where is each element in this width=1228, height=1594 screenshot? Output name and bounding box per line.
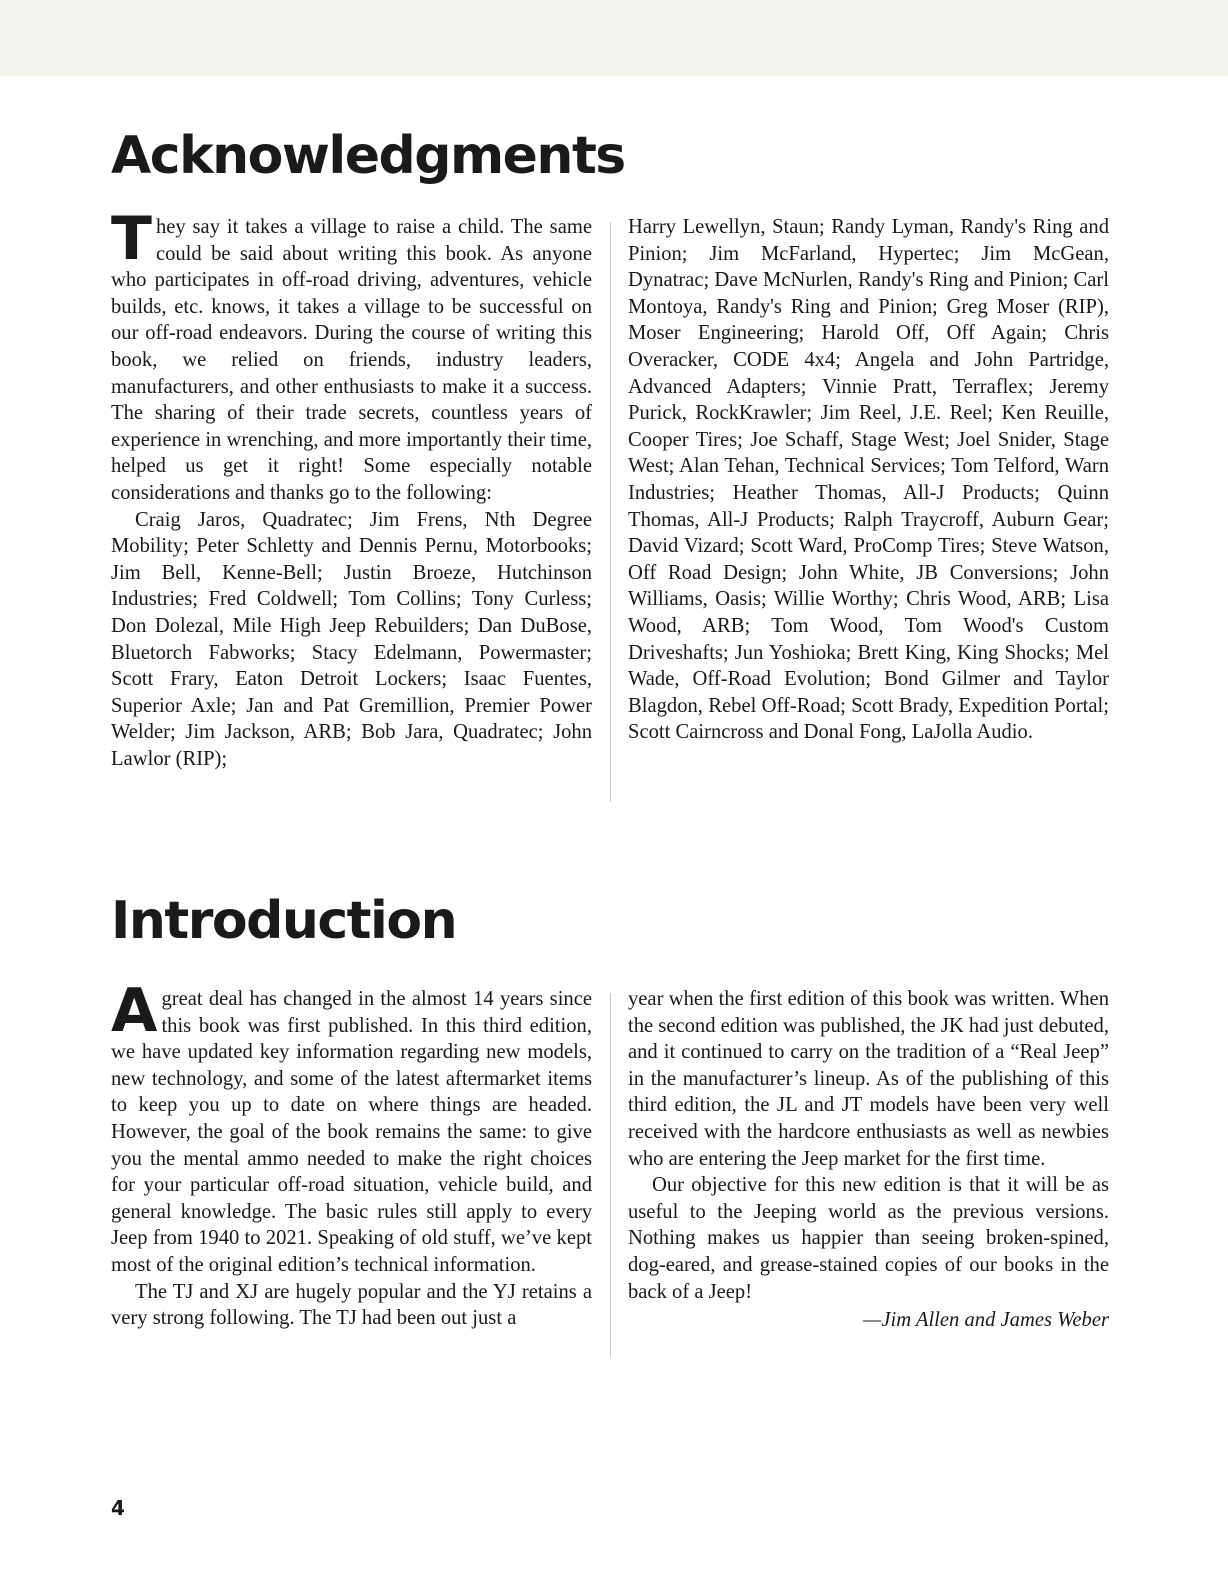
page-number: 4 <box>111 1496 125 1520</box>
introduction-right-column <box>628 986 1109 1334</box>
acknowledgments-names-continued: Harry Lewellyn, Staun; Randy Lyman, Randy's Ring and Pinion; Jim McFarland, Hypertec; Jim McGean, Dynatrac; Dave McNurlen, Randy's Ring and Pinion; Carl Montoya, Randy's Ring and Pinion; Greg Moser (RIP), Moser Engineering; Harold Off, Off Again; Chris Overacker, CODE 4x4; Angela and John Partridge, Advanced Adapters; Vinnie Pratt, Terraflex; Jeremy Purick, RockKrawler; Jim Reel, J.E. Reel; Ken Reuille, Cooper Tires; Joe Schaff, Stage West; Joel Snider, Stage West; Alan Tehan, Technical Services; Tom Telford, Warn Industries; Heather Thomas, All-J Products; Quinn Thomas, All-J Products; Ralph Traycroff, Auburn Gear; David Vizard; Scott Ward, ProComp Tires; Steve Watson, Off Road Design; John White, JB Conversions; John Williams, Oasis; Willie Worthy; Chris Wood, ARB; Lisa Wood, ARB; Tom Wood, Tom Wood's Custom Driveshafts; Jun Yoshioka; Brett King, King Shocks; Mel Wade, Off-Road Evolution; Bond Gilmer and Taylor Blagdon, Rebel Off-Road; Scott Brady, Expedition Portal; Scott Cairncross and Donal Fong, LaJolla Audio. <box>628 216 1109 744</box>
introduction-heading: Introduction <box>111 891 457 951</box>
column-divider <box>610 222 611 802</box>
acknowledgments-names-paragraph: Craig Jaros, Quadratec; Jim Frens, Nth Degree Mobility; Peter Schletty and Dennis Pernu, Motorbooks; Jim Bell, Kenne-Bell; Justin Broeze, Hutchinson Industries; Fred Coldwell; Tom Collins; Tony Curless; Don Dolezal, Mile High Jeep Rebuilders; Dan DuBose, Bluetorch Fabworks; Stacy Edelmann, Powermaster; Scott Frary, Eaton Detroit Lockers; Isaac Fuentes, Superior Axle; Jan and Pat Gremillion, Premier Power Welder; Jim Jackson, ARB; Bob Jara, Quadratec; John Lawlor (RIP); <box>111 508 592 770</box>
author-signature: —Jim Allen and James Weber <box>863 1309 1109 1332</box>
acknowledgments-right-column <box>628 214 1109 746</box>
introduction-paragraph-3: year when the first edition of this book was written. When the second edition was published, the JK had just debuted, and it continued to carry on the tradition of a “Real Jeep” in the manufacturer’s lineup. As of the publishing of this third edition, the JL and JT models have been very well received with the hardcore enthusiasts as well as newbies who are entering the Jeep market for the first time. <box>628 988 1110 1170</box>
introduction-paragraph: Agreat deal has changed in the almost 14 years since this book was first published. In this third edition, we have updated key information regarding new models, new technology, and some of the latest aftermarket items to keep you up to date on where things are headed. However, the goal of the book remains the same: to give you the mental ammo needed to make the right choices for your particular off-road situation, vehicle build, and general knowledge. The basic rules still apply to every Jeep from 1940 to 2021. Speaking of old stuff, we’ve kept most of the original edition’s technical information. <box>111 976 592 1276</box>
introduction-paragraph-4: Our objective for this new edition is that it will be as useful to the Jeeping world as the previous versions. Nothing makes us happier than seeing broken-spined, dog-eared, and grease-stained copies of our books in the back of a Jeep! <box>628 1174 1109 1303</box>
page-header-band <box>0 0 1228 76</box>
drop-cap: A <box>111 976 158 1046</box>
drop-cap: T <box>111 204 152 274</box>
acknowledgments-left-column <box>111 204 592 772</box>
acknowledgments-paragraph: They say it takes a village to raise a child. The same could be said about writing this book. As anyone who participates in off-road driving, adventures, vehicle builds, etc. knows, it takes a village to be successful on our off-road endeavors. During the course of writing this book, we relied on friends, industry leaders, manufacturers, and other enthusiasts to make it a success. The sharing of their trade secrets, countless years of experience in wrenching, and more importantly their time, helped us get it right! Some especially notable considerations and thanks go to the following: <box>111 204 592 504</box>
introduction-paragraph-2: The TJ and XJ are hugely popular and the YJ retains a very strong following. The TJ had been out just a <box>111 1280 592 1330</box>
column-divider <box>610 993 611 1357</box>
acknowledgments-heading: Acknowledgments <box>111 126 625 186</box>
introduction-left-column <box>111 976 592 1332</box>
